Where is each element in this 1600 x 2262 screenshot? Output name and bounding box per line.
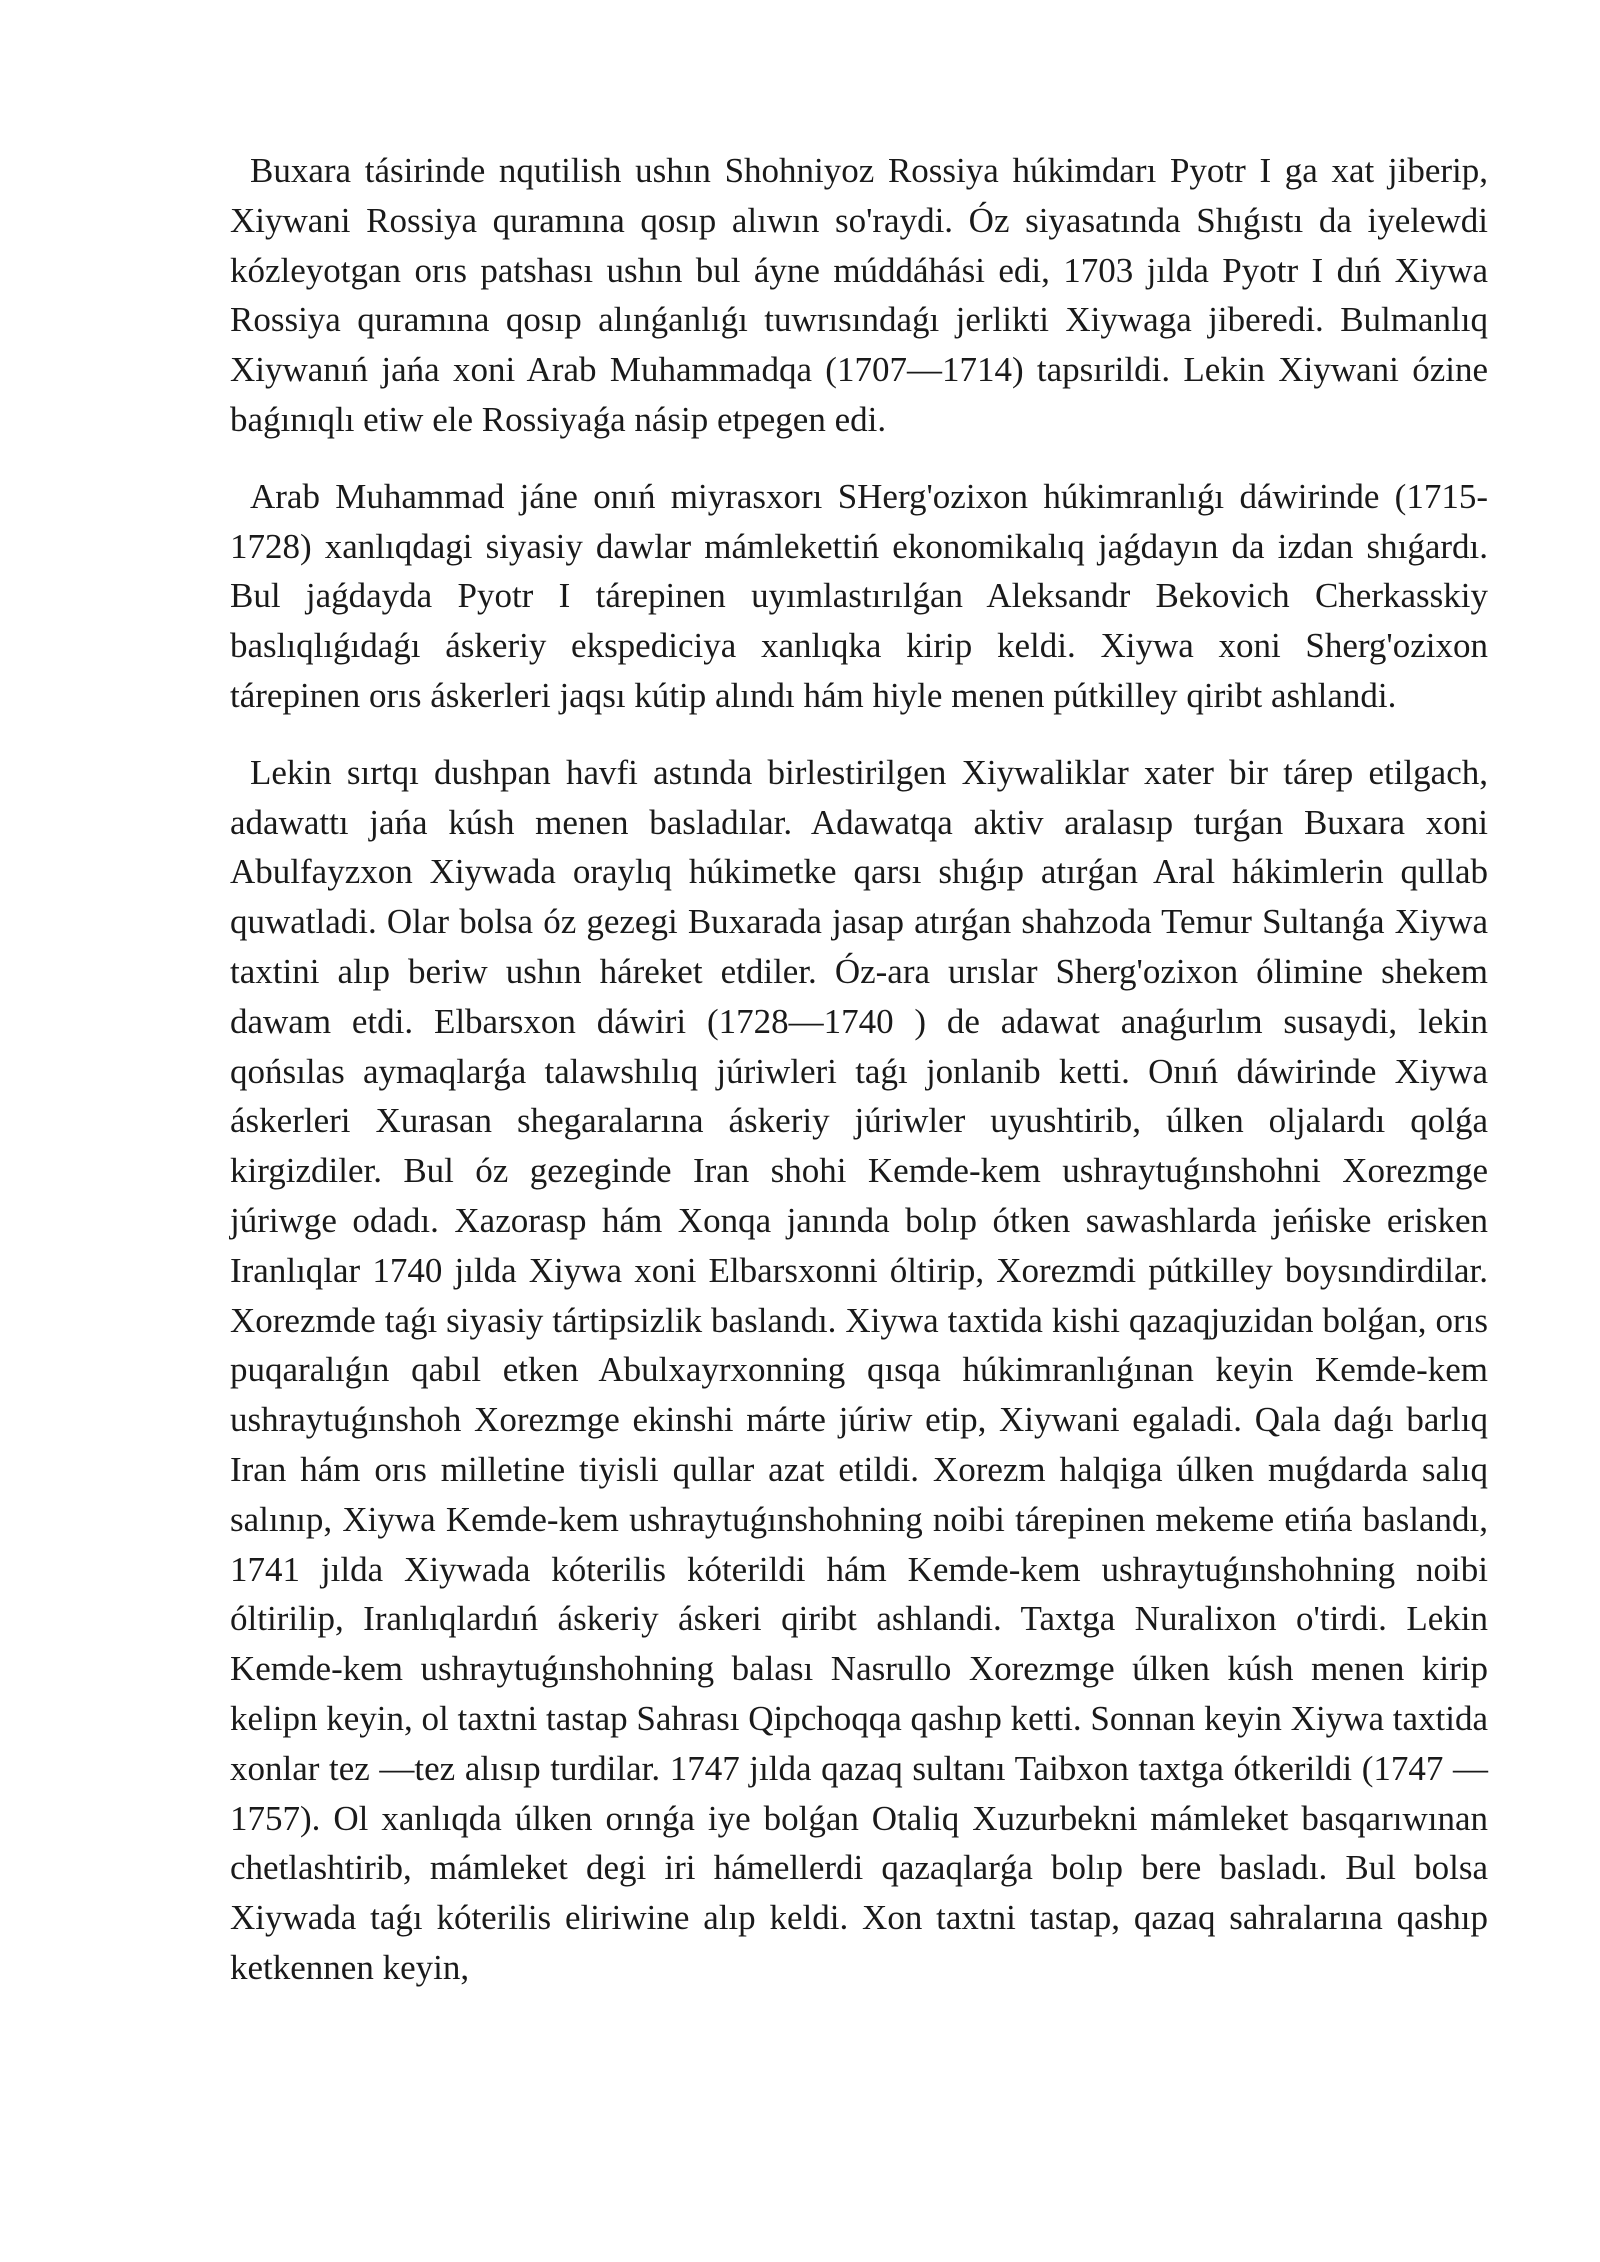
paragraph-1: Buxara tásirinde nqutilish ushın Shohniyoz Rossiya húkimdarı Pyotr I ga xat jiberip, Xiywani Rossiya quramına qosıp alıwın so'raydi. Óz siyasatında Shıǵıstı da iyelewdi kózleyotgan orıs patshası ushın bul áyne múddáhási edi, 1703 jılda Pyotr I dıń Xiywa Rossiya quramına qosıp alınǵanlıǵı tuwrısındaǵı jerlikti Xiywaga jiberedi. Bulmanlıq Xiywanıń jańa xoni Arab Muhammadqa (1707—1714) tapsırildi. Lekin Xiywani ózine baǵınıqlı etiw ele Rossiyaǵa násip etpegen edi. [230, 151, 1488, 439]
paragraph-3: Lekin sırtqı dushpan havfi astında birlestirilgen Xiywaliklar xater bir tárep etilgach, adawattı jańa kúsh menen basladılar. Adawatqa aktiv aralasıp turǵan Buxara xoni Abulfayzxon Xiywada oraylıq húkimetke qarsı shıǵıp atırǵan Aral hákimlerin qullab quwatladi. Olar bolsa óz gezegi Buxarada jasap atırǵan shahzoda Temur Sultanǵa Xiywa taxtini alıp beriw ushın háreket etdiler. Óz-ara urıslar Sherg'ozixon ólimine shekem dawam etdi. Elbarsxon dáwiri (1728—1740 ) de adawat anaǵurlım susaydi, lekin qońsılas aymaqlarǵa talawshılıq júriwleri taǵı jonlanib ketti. Onıń dáwirinde Xiywa áskerleri Xurasan shegaralarına áskeriy júriwler uyushtirib, úlken oljalardı qolǵa kirgizdiler. Bul óz gezeginde Iran shohi Kemde-kem ushraytuǵınshohni Xorezmge júriwge odadı. Xazorasp hám Xonqa janında bolıp ótken sawashlarda jeńiske erisken Iranlıqlar 1740 jılda Xiywa xoni Elbarsxonni óltirip, Xorezmdi pútkilley boysındirdilar. Xorezmde taǵı siyasiy tártipsizlik baslandı. Xiywa taxtida kishi qazaqjuzidan bolǵan, orıs puqaralıǵın qabıl etken Abulxayrxonning qısqa húkimranlıǵınan keyin Kemde-kem ushraytuǵınshoh Xorezmge ekinshi márte júriw etip, Xiywani egaladi. Qala daǵı barlıq Iran hám orıs milletine tiyisli qullar azat etildi. Xorezm halqiga úlken muǵdarda salıq salınıp, Xiywa Kemde-kem ushraytuǵınshohning noibi tárepinen mekeme etińa baslandı, 1741 jılda Xiywada kóterilis kóterildi hám Kemde-kem ushraytuǵınshohning noibi óltirilip, Iranlıqlardıń áskeriy áskeri qiribt ashlandi. Taxtga Nuralixon o'tirdi. Lekin Kemde-kem ushraytuǵınshohning balası Nasrullo Xorezmge úlken kúsh menen kirip kelipn keyin, ol taxtni tastap Sahrası Qipchoqqa qashıp ketti. Sonnan keyin Xiywa taxtida xonlar tez —tez alısıp turdilar. 1747 jılda qazaq sultanı Taibxon taxtga ótkerildi (1747 — 1757). Ol xanlıqda úlken orınǵa iye bolǵan Otaliq Xuzurbekni mámleket basqarıwınan chetlashtirib, mámleket degi iri hámellerdi qazaqlarǵa bolıp bere basladı. Bul bolsa Xiywada taǵı kóterilis eliriwine alıp keldi. Xon taxtni tastap, qazaq sahralarına qashıp ketkennen keyin, [230, 752, 1488, 1987]
document-page [230, 146, 1488, 2020]
paragraph-2: Arab Muhammad jáne onıń miyrasxorı SHerg'ozixon húkimranlıǵı dáwirinde (1715-1728) xanlıqdagi siyasiy dawlar mámlekettiń ekonomikalıq jaǵdayın da izdan shıǵardı. Bul jaǵdayda Pyotr I tárepinen uyımlastırılǵan Aleksandr Bekovich Cherkasskiy baslıqlıǵıdaǵı áskeriy ekspediciya xanlıqka kirip keldi. Xiywa xoni Sherg'ozixon tárepinen orıs áskerleri jaqsı kútip alındı hám hiyle menen pútkilley qiribt ashlandi. [230, 476, 1488, 715]
